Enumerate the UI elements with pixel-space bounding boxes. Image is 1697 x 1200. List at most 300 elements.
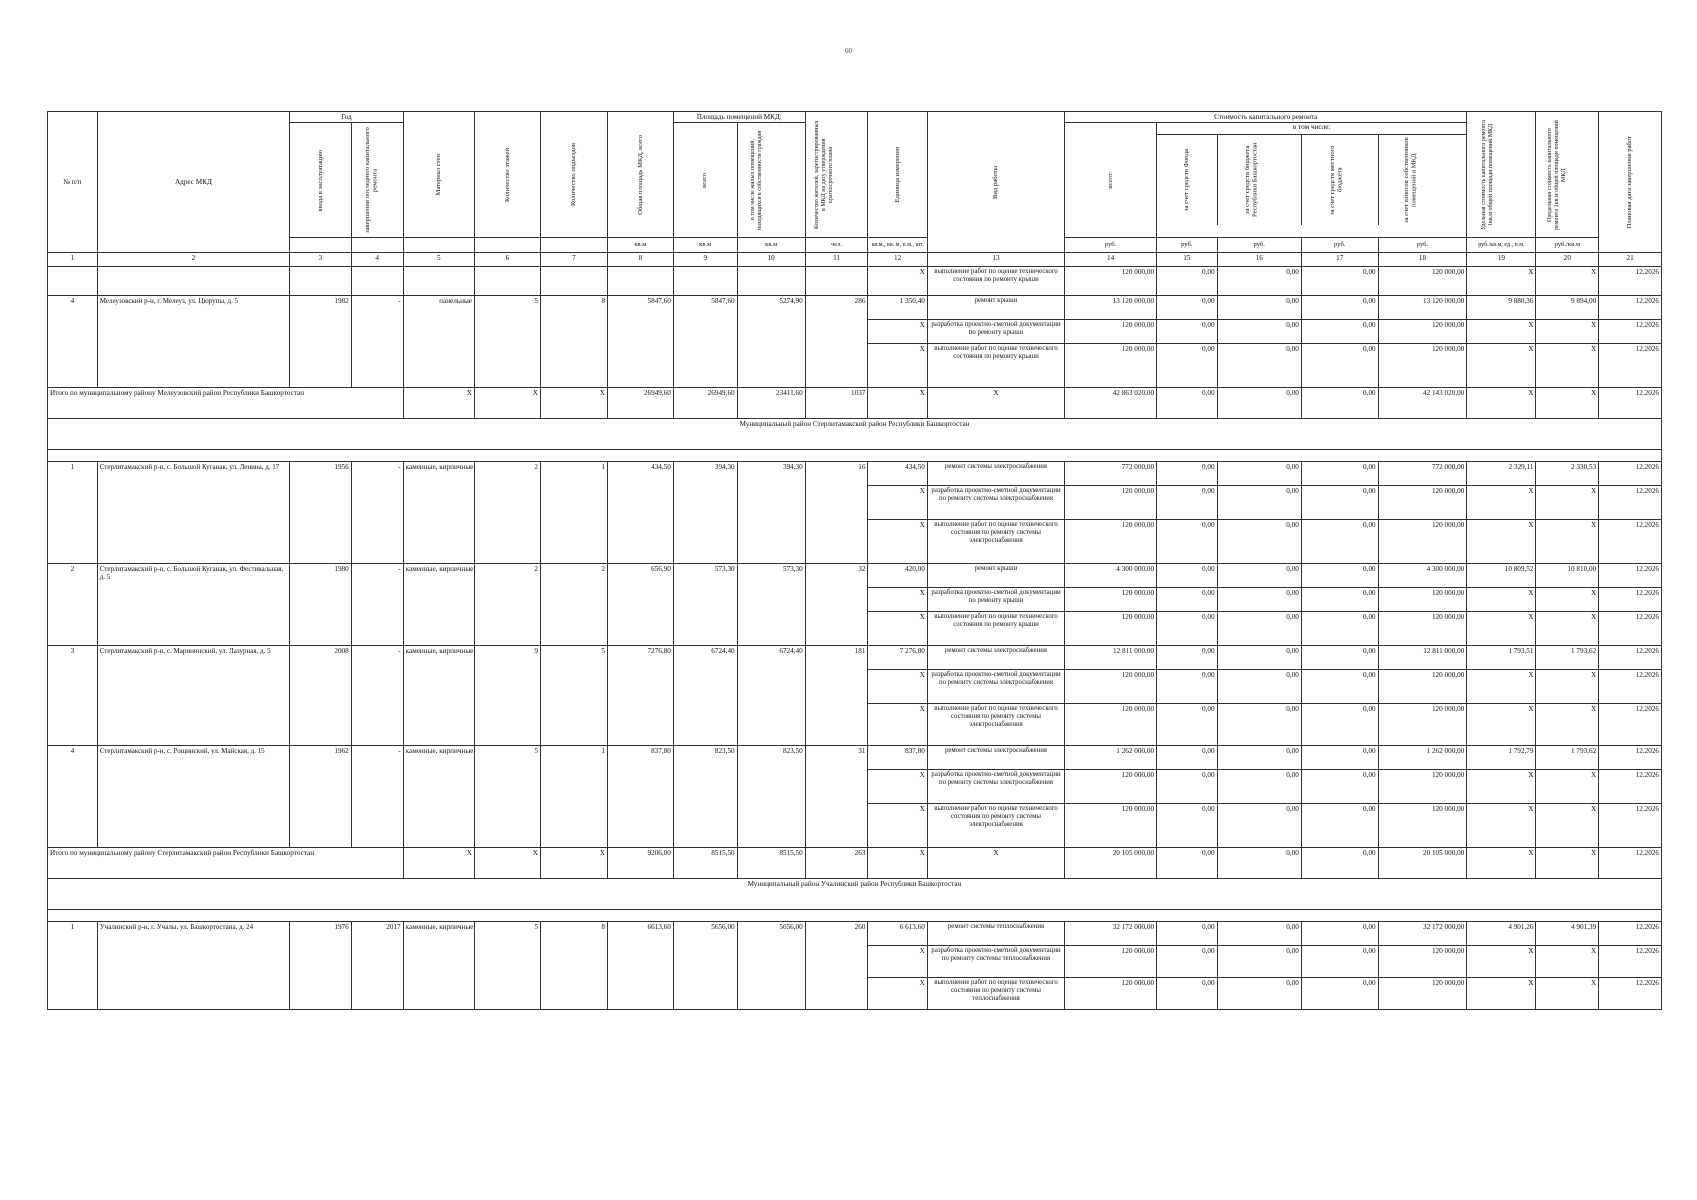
empty-cell	[351, 267, 403, 296]
wall-material: каменные, кирпичные	[403, 922, 474, 1010]
cost-fund: 0,00	[1157, 922, 1218, 946]
unit-qty: X	[868, 670, 927, 704]
unit-19: руб./кв.м, ед., п.м.	[1467, 238, 1536, 253]
column-number-row	[48, 253, 1662, 267]
column-number-20: 20	[1536, 253, 1599, 267]
max-cost: X	[1536, 946, 1599, 978]
cost-total: 120 000,00	[1065, 612, 1157, 646]
unit-cost: X	[1467, 670, 1536, 704]
deadline: 12.2026	[1599, 588, 1662, 612]
premises-total: 5656,00	[673, 922, 737, 1010]
column-number-16: 16	[1217, 253, 1301, 267]
header-cost-group: Стоимость капитального ремонта	[1065, 112, 1467, 123]
work-type: X	[927, 388, 1064, 419]
column-number-14: 14	[1065, 253, 1157, 267]
max-cost: X	[1536, 520, 1599, 564]
cost-republic: 0,00	[1217, 344, 1301, 388]
header-year-commission: ввода в эксплуатацию	[290, 123, 352, 238]
cost-fund: 0,00	[1157, 388, 1218, 419]
cost-local: 0,00	[1301, 320, 1378, 344]
cost-total: 1 262 000,00	[1065, 746, 1157, 770]
unit-17: руб.	[1301, 238, 1378, 253]
capital-repair-register	[47, 111, 1662, 1010]
work-type: выполнение работ по оценке технического состояния по ремонту системы электроснабжения	[927, 704, 1064, 746]
unit-cost: 1 792,79	[1467, 746, 1536, 770]
header-wall-material: Материал стен	[403, 112, 474, 238]
unit-14: руб.	[1065, 238, 1157, 253]
work-type: выполнение работ по оценке технического состояния по ремонту системы электроснабжения	[927, 804, 1064, 848]
work-type: ремонт системы теплоснабжения	[927, 922, 1064, 946]
cost-republic: 0,00	[1217, 746, 1301, 770]
premises-total: 6724,40	[673, 646, 737, 746]
table-body	[48, 267, 1662, 1010]
spacer-row	[48, 910, 1662, 922]
wall-material: X	[403, 388, 474, 419]
cost-republic: 0,00	[1217, 946, 1301, 978]
spacer-row	[48, 450, 1662, 462]
house-address: Стерлитамакский р-н, с. Большой Куганак, ул. Фестивальная, д. 5	[97, 564, 289, 646]
year-commission: 1980	[290, 564, 352, 646]
column-number-19: 19	[1467, 253, 1536, 267]
empty-cell	[737, 267, 805, 296]
cost-owners: 120 000,00	[1378, 588, 1467, 612]
work-type: ремонт крыши	[927, 296, 1064, 320]
column-number-17: 17	[1301, 253, 1378, 267]
floors: 5	[474, 922, 540, 1010]
max-cost: X	[1536, 670, 1599, 704]
column-number-12: 12	[868, 253, 927, 267]
entrances: X	[540, 848, 607, 879]
total-area: 5847,60	[607, 296, 673, 388]
cost-republic: 0,00	[1217, 320, 1301, 344]
header-premises-group: Площадь помещений МКД:	[673, 112, 805, 123]
year-last-repair: -	[351, 296, 403, 388]
unit-6	[474, 238, 540, 253]
table-row	[48, 296, 1662, 320]
work-type: разработка проектно-сметной документации по ремонту крыши	[927, 588, 1064, 612]
header-max-cost: Предельная стоимость капитального ремонта 1кв.м общей площади помещений МКД	[1536, 112, 1599, 238]
column-number-8: 8	[607, 253, 673, 267]
residents: 260	[805, 922, 868, 1010]
cost-republic: 0,00	[1217, 588, 1301, 612]
total-area: 26949,60	[607, 388, 673, 419]
empty-cell	[403, 267, 474, 296]
district-section-row	[48, 879, 1662, 910]
cost-owners: 13 120 000,00	[1378, 296, 1467, 320]
wall-material: X	[403, 848, 474, 879]
total-area: 9206,00	[607, 848, 673, 879]
cost-total: 120 000,00	[1065, 804, 1157, 848]
premises-total: 394,30	[673, 462, 737, 564]
header-deadline: Плановая дата завершения работ	[1599, 112, 1662, 253]
cost-owners: 120 000,00	[1378, 612, 1467, 646]
column-number-11: 11	[805, 253, 868, 267]
cost-owners: 120 000,00	[1378, 344, 1467, 388]
column-number-2: 2	[97, 253, 289, 267]
unit-15: руб.	[1157, 238, 1218, 253]
column-number-13: 13	[927, 253, 1064, 267]
cost-local: 0,00	[1301, 770, 1378, 804]
cost-local: 0,00	[1301, 267, 1378, 296]
cost-owners: 120 000,00	[1378, 267, 1467, 296]
deadline: 12.2026	[1599, 344, 1662, 388]
header-cost-owners: за счет взносов собственников помещений в МКД	[1402, 137, 1418, 224]
floors: 9	[474, 646, 540, 746]
row-number: 2	[48, 564, 98, 646]
cost-fund: 0,00	[1157, 770, 1218, 804]
cost-total: 772 000,00	[1065, 462, 1157, 486]
deadline: 12.2026	[1599, 388, 1662, 419]
residents: 31	[805, 746, 868, 848]
year-commission: 1976	[290, 922, 352, 1010]
deadline: 12.2026	[1599, 646, 1662, 670]
work-type: ремонт крыши	[927, 564, 1064, 588]
table-row	[48, 564, 1662, 588]
unit-cost: 2 329,11	[1467, 462, 1536, 486]
unit-20: руб./кв.м	[1536, 238, 1599, 253]
wall-material: каменные, кирпичные	[403, 462, 474, 564]
row-number: 4	[48, 746, 98, 848]
cost-fund: 0,00	[1157, 946, 1218, 978]
cost-owners: 120 000,00	[1378, 804, 1467, 848]
table-row	[48, 746, 1662, 770]
floors: 5	[474, 296, 540, 388]
cost-owners: 42 143 020,00	[1378, 388, 1467, 419]
unit-qty: X	[868, 588, 927, 612]
unit-9: кв.м	[673, 238, 737, 253]
unit-cost: X	[1467, 267, 1536, 296]
cost-republic: 0,00	[1217, 486, 1301, 520]
floors: 5	[474, 746, 540, 848]
unit-cost: 10 809,52	[1467, 564, 1536, 588]
work-type: ремонт системы электроснабжения	[927, 646, 1064, 670]
cost-owners: 772 000,00	[1378, 462, 1467, 486]
cost-owners: 120 000,00	[1378, 770, 1467, 804]
unit-qty: 420,00	[868, 564, 927, 588]
cost-local: 0,00	[1301, 388, 1378, 419]
premises-residential: 8515,50	[737, 848, 805, 879]
header-cost-local: за счет средств местного бюджета	[1302, 135, 1379, 225]
work-type: X	[927, 848, 1064, 879]
unit-qty: 1 350,40	[868, 296, 927, 320]
max-cost: X	[1536, 978, 1599, 1010]
unit-qty: X	[868, 320, 927, 344]
cost-owners: 1 262 000,00	[1378, 746, 1467, 770]
year-last-repair: -	[351, 646, 403, 746]
max-cost: X	[1536, 344, 1599, 388]
header-work-type: Вид работы	[927, 112, 1064, 253]
max-cost: 10 810,00	[1536, 564, 1599, 588]
cost-local: 0,00	[1301, 646, 1378, 670]
max-cost: X	[1536, 704, 1599, 746]
unit-16: руб.	[1217, 238, 1301, 253]
entrances: 1	[540, 462, 607, 564]
column-number-15: 15	[1157, 253, 1218, 267]
total-area: 6613,60	[607, 922, 673, 1010]
header-total-area: Общая площадь МКД, всего	[607, 112, 673, 238]
empty-cell	[474, 267, 540, 296]
deadline: 12.2026	[1599, 946, 1662, 978]
cost-local: 0,00	[1301, 612, 1378, 646]
header-incl-block	[1157, 123, 1467, 238]
entrances: 1	[540, 746, 607, 848]
cost-local: 0,00	[1301, 564, 1378, 588]
unit-qty: 7 276,80	[868, 646, 927, 670]
work-type: ремонт системы электроснабжения	[927, 746, 1064, 770]
empty-cell	[673, 267, 737, 296]
premises-residential: 5656,00	[737, 922, 805, 1010]
empty-cell	[48, 450, 1662, 462]
cost-total: 120 000,00	[1065, 588, 1157, 612]
table-row	[48, 922, 1662, 946]
residents: 263	[805, 848, 868, 879]
cost-total: 120 000,00	[1065, 344, 1157, 388]
cost-fund: 0,00	[1157, 848, 1218, 879]
year-commission: 1956	[290, 462, 352, 564]
unit-cost: 1 793,51	[1467, 646, 1536, 670]
max-cost: X	[1536, 770, 1599, 804]
unit-qty: X	[868, 848, 927, 879]
cost-local: 0,00	[1301, 946, 1378, 978]
unit-qty: X	[868, 946, 927, 978]
total-area: 7276,80	[607, 646, 673, 746]
cost-total: 42 863 020,00	[1065, 388, 1157, 419]
year-last-repair: 2017	[351, 922, 403, 1010]
cost-fund: 0,00	[1157, 804, 1218, 848]
unit-12: кв.м., кв. м, п.м., шт.	[868, 238, 927, 253]
table-row	[48, 462, 1662, 486]
register-table	[47, 111, 1662, 1010]
cost-owners: 120 000,00	[1378, 320, 1467, 344]
cost-total: 32 172 000,00	[1065, 922, 1157, 946]
cost-owners: 120 000,00	[1378, 520, 1467, 564]
cost-fund: 0,00	[1157, 267, 1218, 296]
column-number-3: 3	[290, 253, 352, 267]
cost-republic: 0,00	[1217, 296, 1301, 320]
unit-cost: X	[1467, 704, 1536, 746]
cost-local: 0,00	[1301, 804, 1378, 848]
cost-local: 0,00	[1301, 588, 1378, 612]
unit-cost: X	[1467, 770, 1536, 804]
premises-total: 573,30	[673, 564, 737, 646]
cost-local: 0,00	[1301, 704, 1378, 746]
cost-republic: 0,00	[1217, 978, 1301, 1010]
wall-material: каменные, кирпичные	[403, 564, 474, 646]
deadline: 12.2026	[1599, 848, 1662, 879]
deadline: 12.2026	[1599, 320, 1662, 344]
unit-cost: X	[1467, 344, 1536, 388]
work-type: разработка проектно-сметной документации по ремонту крыши	[927, 320, 1064, 344]
cost-total: 20 105 000,00	[1065, 848, 1157, 879]
cost-local: 0,00	[1301, 520, 1378, 564]
work-type: выполнение работ по оценке технического состояния по ремонту крыши	[927, 612, 1064, 646]
unit-cost: X	[1467, 612, 1536, 646]
cost-fund: 0,00	[1157, 564, 1218, 588]
cost-total: 13 120 000,00	[1065, 296, 1157, 320]
column-number-4: 4	[351, 253, 403, 267]
cost-total: 120 000,00	[1065, 267, 1157, 296]
cost-local: 0,00	[1301, 486, 1378, 520]
empty-cell	[607, 267, 673, 296]
unit-qty: X	[868, 978, 927, 1010]
cost-total: 120 000,00	[1065, 978, 1157, 1010]
deadline: 12.2026	[1599, 670, 1662, 704]
cost-local: 0,00	[1301, 670, 1378, 704]
empty-cell	[48, 910, 1662, 922]
residents: 181	[805, 646, 868, 746]
unit-7	[540, 238, 607, 253]
premises-residential: 5274,90	[737, 296, 805, 388]
header-cost-total: всего:	[1065, 123, 1157, 238]
year-commission: 1962	[290, 746, 352, 848]
table-row	[48, 646, 1662, 670]
house-address: Стерлитамакский р-н, с. Марининский, ул. Лазурная, д. 5	[97, 646, 289, 746]
district-total-label: Итого по муниципальному району Стерлитамакский район Республики Башкортостан	[48, 848, 404, 879]
column-number-1: 1	[48, 253, 98, 267]
cost-fund: 0,00	[1157, 704, 1218, 746]
unit-cost: 4 901,26	[1467, 922, 1536, 946]
table-header	[48, 112, 1662, 267]
unit-cost: 9 880,36	[1467, 296, 1536, 320]
column-number-9: 9	[673, 253, 737, 267]
wall-material: каменные, кирпичные	[403, 646, 474, 746]
cost-fund: 0,00	[1157, 462, 1218, 486]
page-number: 60	[845, 47, 852, 55]
cost-owners: 12 811 000,00	[1378, 646, 1467, 670]
cost-fund: 0,00	[1157, 344, 1218, 388]
unit-11: чел.	[805, 238, 868, 253]
house-address: Стерлитамакский р-н, с. Большой Куганак, ул. Ленина, д. 17	[97, 462, 289, 564]
year-last-repair: -	[351, 462, 403, 564]
header-incl: в том числе:	[1157, 123, 1466, 135]
column-number-5: 5	[403, 253, 474, 267]
deadline: 12.2026	[1599, 486, 1662, 520]
header-cost-republic: за счет средств бюджета Республики Башкортостан	[1218, 135, 1302, 225]
district-section-title: Муниципальный район Стерлитамакский район Республики Башкортостан	[48, 419, 1662, 450]
column-number-10: 10	[737, 253, 805, 267]
total-area: 434,50	[607, 462, 673, 564]
premises-total: 8515,50	[673, 848, 737, 879]
house-address: Стерлитамакский р-н, с. Рощинский, ул. Майская, д. 15	[97, 746, 289, 848]
house-address: Мелеузовский р-н, г. Мелеуз, ул. Цюрупы, д. 5	[97, 296, 289, 388]
floors: 2	[474, 462, 540, 564]
deadline: 12.2026	[1599, 267, 1662, 296]
cost-local: 0,00	[1301, 746, 1378, 770]
cost-fund: 0,00	[1157, 486, 1218, 520]
max-cost: X	[1536, 588, 1599, 612]
unit-qty: X	[868, 612, 927, 646]
residents: 16	[805, 462, 868, 564]
floors: 2	[474, 564, 540, 646]
cost-owners: 120 000,00	[1378, 978, 1467, 1010]
premises-residential: 394,30	[737, 462, 805, 564]
work-type: выполнение работ по оценке технического состояния по ремонту системы теплоснабжения	[927, 978, 1064, 1010]
premises-residential: 6724,40	[737, 646, 805, 746]
premises-total: 5847,60	[673, 296, 737, 388]
unit-qty: X	[868, 388, 927, 419]
column-number-6: 6	[474, 253, 540, 267]
row-number: 1	[48, 462, 98, 564]
cost-fund: 0,00	[1157, 612, 1218, 646]
cost-owners: 4 300 000,00	[1378, 564, 1467, 588]
work-type: разработка проектно-сметной документации по ремонту системы электроснабжения	[927, 486, 1064, 520]
cost-fund: 0,00	[1157, 746, 1218, 770]
work-type: разработка проектно-сметной документации по ремонту системы электроснабжения	[927, 670, 1064, 704]
cost-total: 120 000,00	[1065, 704, 1157, 746]
unit-qty: X	[868, 520, 927, 564]
max-cost: 1 793,62	[1536, 746, 1599, 770]
cost-total: 120 000,00	[1065, 670, 1157, 704]
cost-fund: 0,00	[1157, 588, 1218, 612]
header-premises-total: всего	[673, 123, 737, 238]
cost-fund: 0,00	[1157, 646, 1218, 670]
unit-4	[351, 238, 403, 253]
header-cost-fund: за счет средств Фонда	[1157, 135, 1218, 225]
premises-residential: 23411,60	[737, 388, 805, 419]
unit-qty: X	[868, 804, 927, 848]
header-no: № п/п	[48, 112, 98, 253]
unit-8: кв.м	[607, 238, 673, 253]
cost-republic: 0,00	[1217, 704, 1301, 746]
residents: 286	[805, 296, 868, 388]
year-last-repair: -	[351, 564, 403, 646]
entrances: X	[540, 388, 607, 419]
cost-republic: 0,00	[1217, 462, 1301, 486]
unit-qty: X	[868, 486, 927, 520]
work-type: выполнение работ по оценке технического состояния по ремонту крыши	[927, 344, 1064, 388]
max-cost: X	[1536, 267, 1599, 296]
cost-republic: 0,00	[1217, 612, 1301, 646]
deadline: 12.2026	[1599, 746, 1662, 770]
max-cost: X	[1536, 486, 1599, 520]
premises-total: 823,50	[673, 746, 737, 848]
deadline: 12.2026	[1599, 612, 1662, 646]
header-unit-cost: Удельная стоимость капитального ремонта 1кв.м общей площади помещений МКД	[1467, 112, 1536, 238]
empty-cell	[48, 267, 98, 296]
premises-residential: 573,30	[737, 564, 805, 646]
cost-fund: 0,00	[1157, 296, 1218, 320]
header-year-group: Год	[290, 112, 404, 123]
entrances: 8	[540, 922, 607, 1010]
unit-qty: 6 613,60	[868, 922, 927, 946]
cost-local: 0,00	[1301, 978, 1378, 1010]
unit-cost: X	[1467, 520, 1536, 564]
year-commission: 1982	[290, 296, 352, 388]
column-number-7: 7	[540, 253, 607, 267]
max-cost: X	[1536, 804, 1599, 848]
house-address: Учалинский р-н, г. Учалы, ул. Башкортостана, д. 24	[97, 922, 289, 1010]
cost-republic: 0,00	[1217, 646, 1301, 670]
district-total-row	[48, 388, 1662, 419]
deadline: 12.2026	[1599, 296, 1662, 320]
header-residents: Количество жителей, зарегистрированных в МКД на дату утверждения краткосрочного плана	[805, 112, 868, 238]
unit-qty: X	[868, 267, 927, 296]
header-floors: Количество этажей	[474, 112, 540, 238]
max-cost: 1 793,62	[1536, 646, 1599, 670]
cost-republic: 0,00	[1217, 922, 1301, 946]
unit-cost: X	[1467, 320, 1536, 344]
max-cost: 2 330,53	[1536, 462, 1599, 486]
unit-cost: X	[1467, 588, 1536, 612]
row-number: 3	[48, 646, 98, 746]
district-total-label: Итого по муниципальному району Мелеузовский район Республики Башкортостан	[48, 388, 404, 419]
cost-total: 120 000,00	[1065, 770, 1157, 804]
year-commission: 2008	[290, 646, 352, 746]
max-cost: X	[1536, 388, 1599, 419]
total-area: 656,90	[607, 564, 673, 646]
premises-total: 26949,60	[673, 388, 737, 419]
total-area: 837,80	[607, 746, 673, 848]
